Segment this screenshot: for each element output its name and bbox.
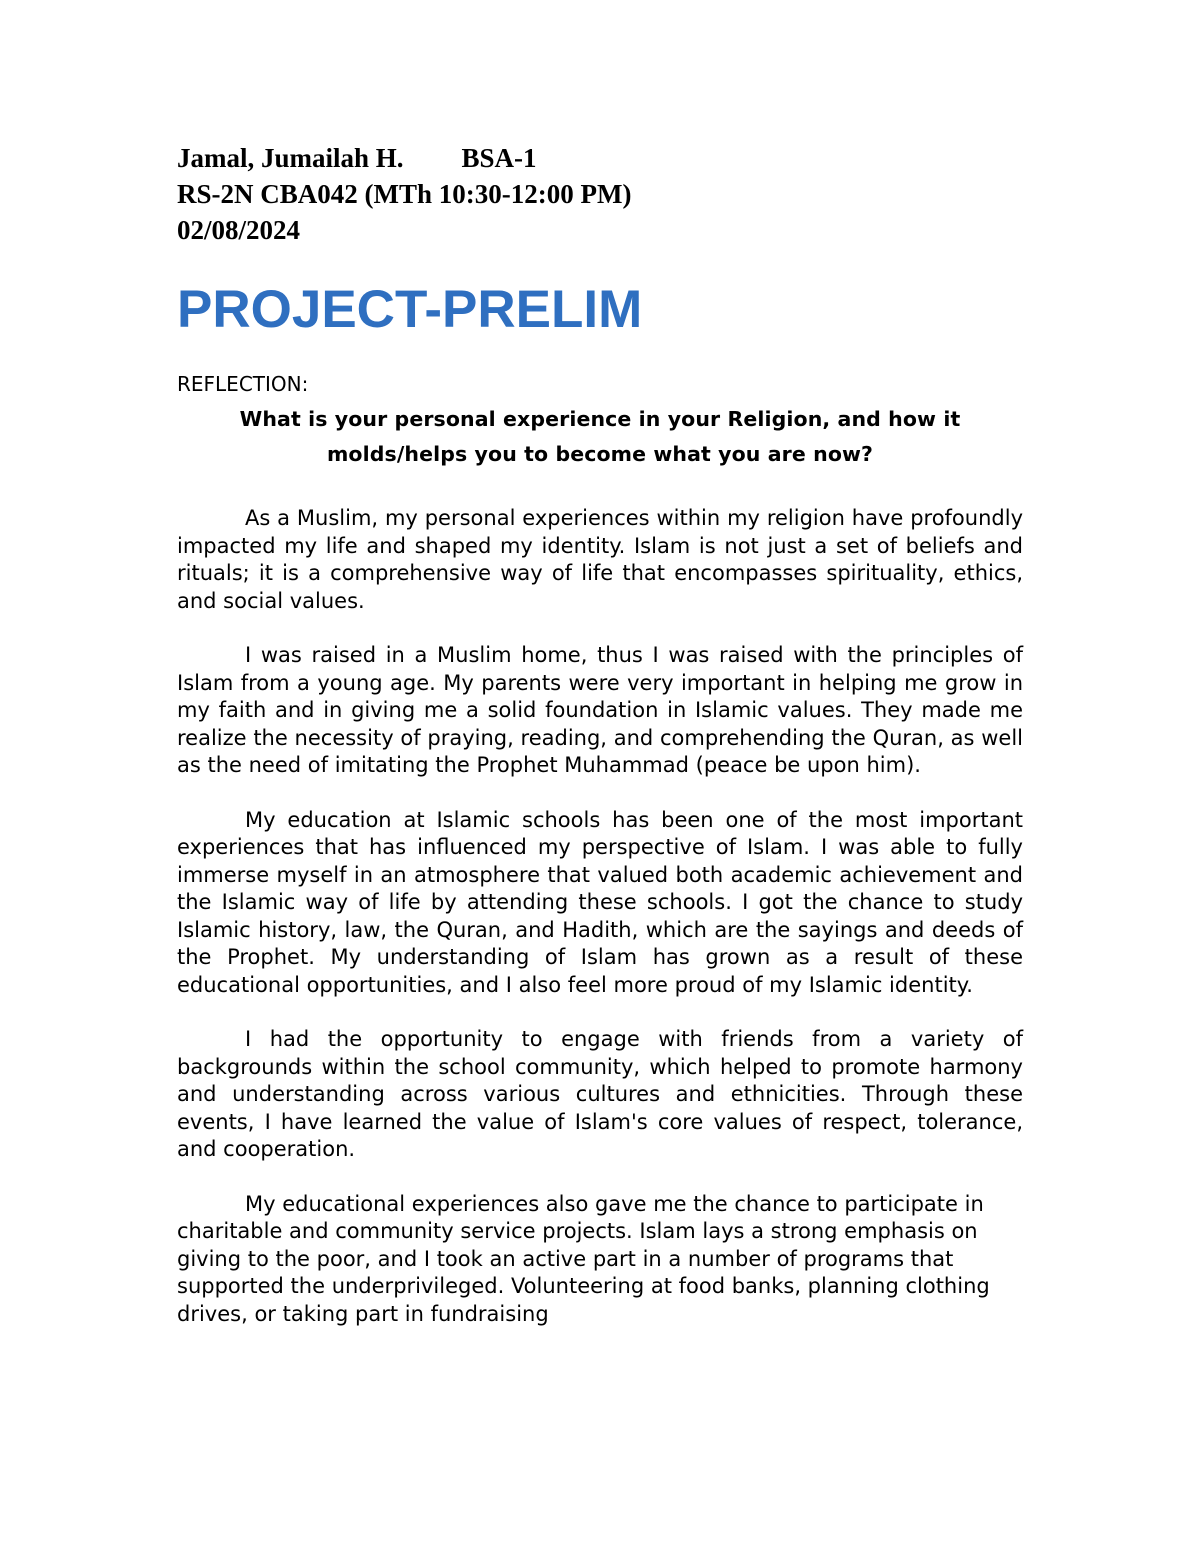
question-line-2: molds/helps you to become what you are now?	[326, 442, 874, 466]
student-name: Jamal, Jumailah H.	[177, 143, 404, 173]
body-paragraph-1: As a Muslim, my personal experiences within my religion have profoundly impacted my life and shaped my identity. Islam is not just a set of beliefs and rituals; it is a comprehensive way of life that encompasses spirituality, ethics, and social values.	[177, 506, 1023, 613]
student-info-line	[177, 140, 1023, 176]
question-line-1: What is your personal experience in your Religion, and how it	[239, 407, 961, 431]
student-program: BSA-1	[461, 143, 537, 173]
course-info: RS-2N CBA042 (MTh 10:30-12:00 PM)	[177, 179, 632, 209]
body-paragraph-4: I had the opportunity to engage with friends from a variety of backgrounds within the school community, which helped to promote harmony and understanding across various cultures and ethnicities. Through these events, I have learned the value of Islam's core values of respect, tolerance, and cooperation.	[177, 1027, 1023, 1161]
reflection-label: REFLECTION:	[177, 372, 309, 396]
body-paragraph-5: My educational experiences also gave me the chance to participate in charitable and community service projects. Islam lays a strong emphasis on giving to the poor, and I took an active part in a number of programs that supported the underprivileged. Volunteering at food banks, planning clothing drives, or taking part in fundraising	[177, 1191, 990, 1326]
submission-date: 02/08/2024	[177, 215, 301, 245]
project-title: PROJECT-PRELIM	[177, 280, 643, 339]
document-page	[177, 140, 1023, 1328]
body-paragraph-2: I was raised in a Muslim home, thus I was raised with the principles of Islam from a young age. My parents were very important in helping me grow in my faith and in giving me a solid foundation in Islamic values. They made me realize the necessity of praying, reading, and comprehending the Quran, as well as the need of imitating the Prophet Muhammad (peace be upon him).	[177, 643, 1023, 777]
reflection-question	[177, 402, 1023, 472]
body-paragraph-3: My education at Islamic schools has been one of the most important experiences that has influenced my perspective of Islam. I was able to fully immerse myself in an atmosphere that valued both academic achievement and the Islamic way of life by attending these schools. I got the chance to study Islamic history, law, the Quran, and Hadith, which are the sayings and deeds of the Prophet. My understanding of Islam has grown as a result of these educational opportunities, and I also feel more proud of my Islamic identity.	[177, 807, 1023, 997]
